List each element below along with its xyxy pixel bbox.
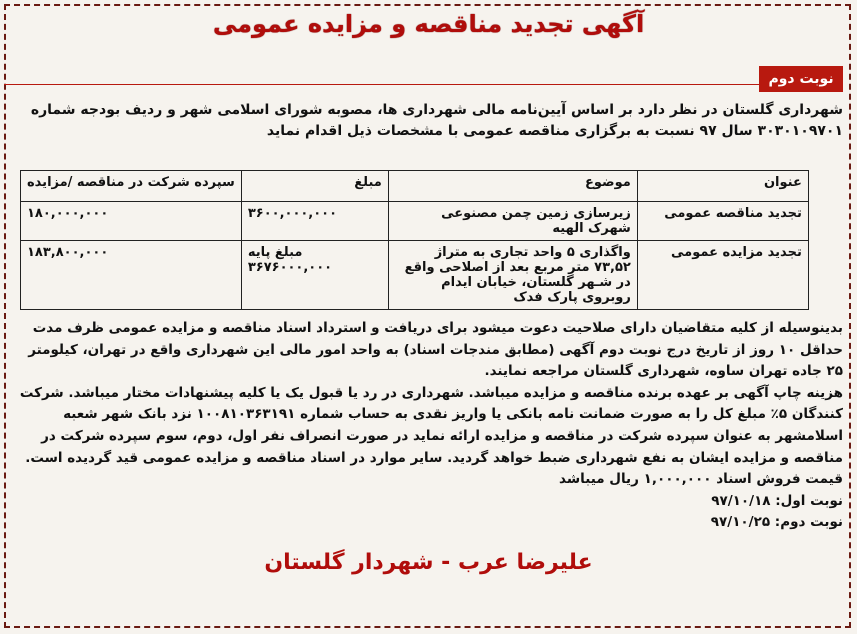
intro-paragraph: شهرداری گلستان در نظر دارد بر اساس آیین‌نامه مالی شهرداری ها، مصوبه شورای اسلامی شهر و ردیف بودجه شماره ۳۰۳۰۱۰۹۷۰۱ سال ۹۷ نسبت به برگزاری مناقصه عمومی با مشخصات ذیل اقدام نماید — [30, 102, 843, 139]
col-header-amount: مبلغ — [241, 171, 388, 202]
col-header-deposit: سپرده شرکت در مناقصه /مزایده — [21, 171, 242, 202]
col-header-subject: موضوع — [388, 171, 637, 202]
table-header-row — [21, 171, 809, 202]
tender-table — [20, 170, 809, 310]
round-badge: نوبت دوم — [759, 66, 843, 92]
row-subject: واگذاری ۵ واحد تجاری به متراژ ۷۳,۵۲ متر مربع بعد از اصلاحی واقع در شـهر گلستان، خیابان ایدام روبروی پارک فدک — [388, 241, 637, 310]
row-subject: زیرسازی زمین چمن مصنوعی شهرک الهیه — [388, 202, 637, 241]
col-header-title: عنوان — [637, 171, 808, 202]
row-deposit: ۱۸۰,۰۰۰,۰۰۰ — [21, 202, 242, 241]
row-amount-label: مبلغ پایه — [247, 245, 303, 260]
row-amount-value: ۳۶۷۶۰۰۰,۰۰۰ — [247, 260, 333, 275]
divider — [4, 84, 761, 85]
second-round-date: نوبت دوم: ۹۷/۱۰/۲۵ — [710, 514, 843, 531]
row-title: تجدید مزایده عمومی — [637, 241, 808, 310]
first-round-date: نوبت اول: ۹۷/۱۰/۱۸ — [711, 492, 843, 509]
paragraph-invitation: بدینوسیله از کلیه متقاضیان دارای صلاحیت دعوت میشود برای دریافت و استرداد اسناد مناقصه و مزایده عمومی ظرف مدت حداقل ۱۰ روز از تاریخ درج نوبت دوم آگهی (مطابق مندجات اسناد) به واحد امور مالی این شهرداری واقع در تهران، کیلومتر ۲۵ جاده تهران ساوه، شهرداری گلستان مراجعه نمایند. — [28, 320, 843, 380]
table-row — [21, 241, 809, 310]
row-amount — [241, 241, 388, 310]
ad-title: آگهی تجدید مناقصه و مزایده عمومی — [212, 10, 645, 38]
row-amount — [241, 202, 388, 241]
ad-frame — [4, 4, 851, 628]
row-amount-value: ۳۶۰۰,۰۰۰,۰۰۰ — [247, 206, 338, 221]
row-title: تجدید مناقصه عمومی — [637, 202, 808, 241]
body-text — [12, 318, 843, 534]
table-row — [21, 202, 809, 241]
signature: علیرضا عرب - شهردار گلستان — [264, 550, 593, 575]
row-deposit: ۱۸۳,۸۰۰,۰۰۰ — [21, 241, 242, 310]
paragraph-terms: هزینه چاپ آگهی بر عهده برنده مناقصه و مزایده میباشد. شهرداری در رد یا قبول یک یا کلیه پیشنهادات مختار میباشد. شرکت کنندگان ۵٪ مبلغ کل را به صورت ضمانت نامه بانکی یا واریز نقدی به حساب شماره ۱۰۰۸۱۰۳۶۳۱۹۱ نزد بانک شهر شعبه اسلامشهر به عنوان سپرده شرکت در مناقصه و مزایده ارائه نماید در صورت انصراف نفر اول، دوم، سوم سپرده شرکت در مناقصه و مزایده ایشان به نفع شهرداری ضبط خواهد گردید. سایر موارد در اسناد مناقصه و مزایده عمومی قید گردیده است. قیمت فروش اسناد ۱,۰۰۰,۰۰۰ ریال میباشد — [19, 384, 843, 488]
